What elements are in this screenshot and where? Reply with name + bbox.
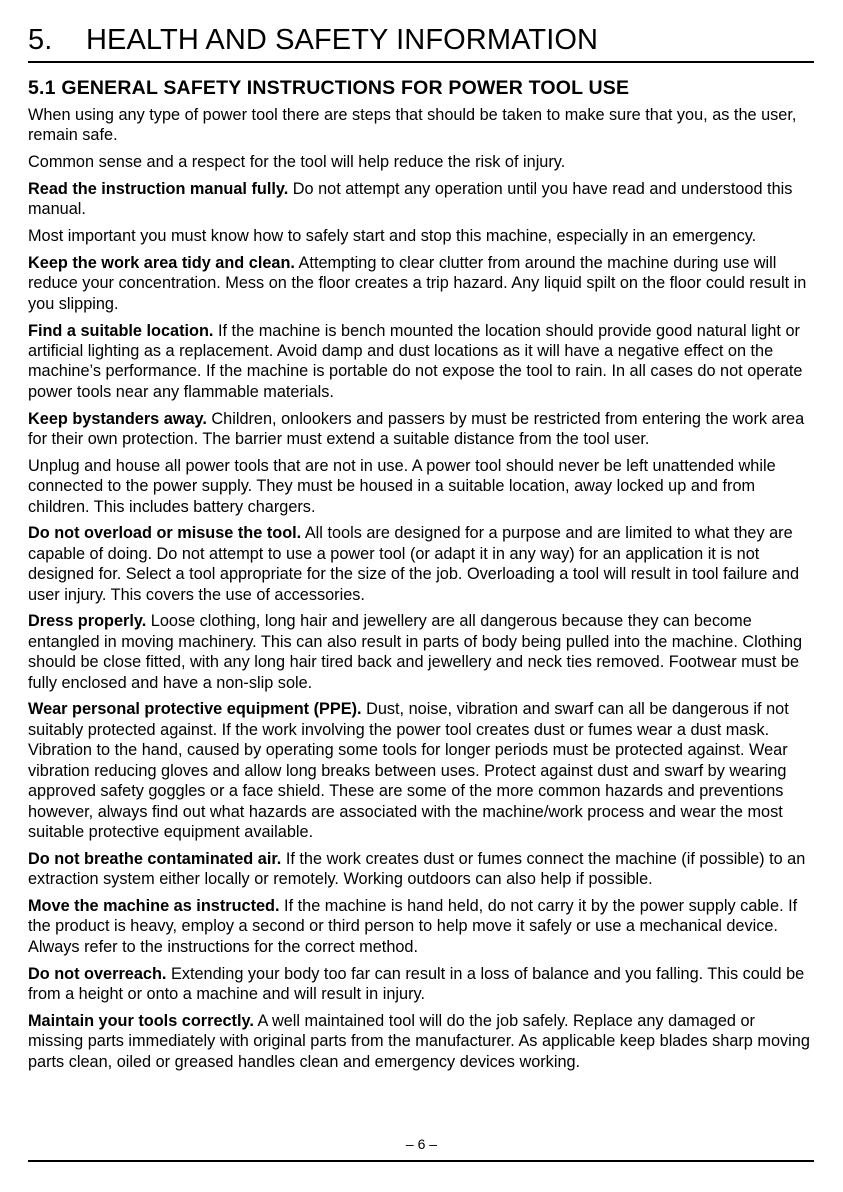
paragraph (28, 849, 814, 890)
paragraph (28, 523, 814, 605)
paragraph-text: A well maintained tool will do the job safely. Replace any damaged or missing parts immediately with original parts from the manufacturer. As applicable keep blades sharp moving parts clean, oiled or greased handles clean and emergency devices working. (28, 1011, 810, 1071)
paragraph-lead: Do not overload or misuse the tool. (28, 524, 302, 543)
paragraph (28, 105, 814, 146)
paragraph-text: If the machine is bench mounted the location should provide good natural light or artificial lighting as a replacement. Avoid damp and dust locations as it will have a negative effect on the machine’s performance. If the machine is portable do not expose the tool to rain. In all cases do not operate power tools near any flammable materials. (28, 321, 803, 401)
paragraph-text: Extending your body too far can result in a loss of balance and you falling. This could be from a height or onto a machine and will result in injury. (28, 964, 805, 1003)
paragraph-lead: Find a suitable location. (28, 321, 214, 340)
paragraph (28, 699, 814, 842)
paragraph-text: When using any type of power tool there are steps that should be taken to make sure that you, as the user, remain safe. (28, 106, 797, 145)
paragraph-text: Most important you must know how to safely start and stop this machine, especially in an emergency. (28, 227, 757, 246)
paragraph-lead: Dress properly. (28, 612, 147, 631)
paragraph-text: Attempting to clear clutter from around the machine during use will reduce your concentration. Mess on the floor creates a trip hazard. Any liquid spilt on the floor could result in you slipping. (28, 254, 807, 313)
paragraph-text: Common sense and a respect for the tool will help reduce the risk of injury. (28, 153, 566, 172)
paragraph (28, 409, 814, 450)
paragraph-lead: Do not overreach. (28, 964, 167, 983)
paragraph-text: If the work creates dust or fumes connect the machine (if possible) to an extraction system either locally or remotely. Working outdoors can also help if possible. (28, 849, 806, 889)
paragraph-text: Dust, noise, vibration and swarf can all be dangerous if not suitably protected against. If the work involving the power tool creates dust or fumes wear a dust mask. Vibration to the hand, caused by operating some tools for longer periods must be protected against. Wear vibration reducing gloves and allow long breaks between uses. Protect against dust and swarf by wearing approved safety goggles or a face shield. These are some of the more common hazards and preventions however, always find out what hazards are associated with the machine/work process and wear the most suitable protective equipment available. (28, 700, 789, 841)
paragraph (28, 179, 814, 220)
paragraph-lead: Maintain your tools correctly. (28, 1011, 254, 1030)
paragraph-lead: Keep the work area tidy and clean. (28, 254, 295, 272)
paragraph (28, 152, 814, 172)
subsection-heading: 5.1 GENERAL SAFETY INSTRUCTIONS FOR POWER TOOL USE (28, 77, 630, 99)
paragraph (28, 611, 814, 693)
paragraph-text: If the machine is hand held, do not carry it by the power supply cable. If the product is heavy, employ a second or third person to help move it safely or use a mechanical device. Always refer to the instructions for the correct method. (28, 896, 798, 956)
paragraph-lead: Do not breathe contaminated air. (28, 849, 282, 868)
paragraph-text: Unplug and house all power tools that are not in use. A power tool should never be left unattended while connected to the power supply. They must be housed in a suitable location, away locked up and from children. This includes battery chargers. (28, 456, 776, 516)
paragraph (28, 226, 814, 246)
section-title: HEALTH AND SAFETY INFORMATION (86, 24, 599, 56)
page-number: – 6 – (405, 1136, 438, 1152)
paragraph (28, 253, 814, 314)
paragraph-lead: Keep bystanders away. (28, 409, 207, 428)
footer-divider (28, 1160, 814, 1162)
paragraph (28, 896, 814, 957)
section-heading (28, 22, 814, 63)
paragraph-lead: Wear personal protective equipment (PPE). (28, 700, 362, 719)
manual-page (28, 22, 814, 1078)
section-number: 5. (28, 24, 53, 56)
paragraph (28, 456, 814, 517)
paragraph-text: Children, onlookers and passers by must be restricted from entering the work area for their own protection. The barrier must extend a suitable distance from the tool user. (28, 409, 805, 449)
paragraph (28, 321, 814, 403)
safety-instructions-body (28, 105, 814, 1072)
paragraph-text: Do not attempt any operation until you have read and understood this manual. (28, 180, 793, 219)
paragraph (28, 1011, 814, 1072)
paragraph-text: All tools are designed for a purpose and are limited to what they are capable of doing. Do not attempt to use a power tool (or adapt it in any way) for an application it is not designed for. Select a tool appropriate for the size of the job. Overloading a tool will result in tool failure and user injury. This covers the use of accessories. (28, 524, 800, 604)
paragraph-lead: Read the instruction manual fully. (28, 180, 289, 198)
paragraph-text: Loose clothing, long hair and jewellery are all dangerous because they can become entangled in moving machinery. This can also result in parts of body being pulled into the machine. Clothing should be close fitted, with any long hair tired back and jewellery and neck ties removed. Footwear must be fully enclosed and have a non-slip sole. (28, 612, 803, 692)
paragraph (28, 964, 814, 1005)
paragraph-lead: Move the machine as instructed. (28, 896, 280, 915)
